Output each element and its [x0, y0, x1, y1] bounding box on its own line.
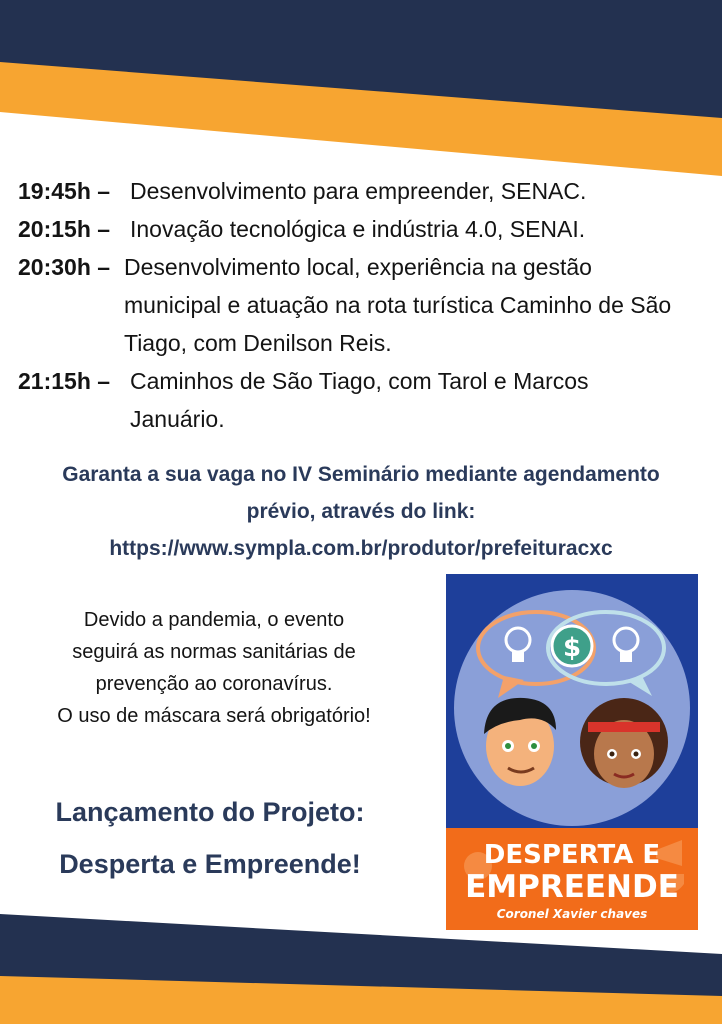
launch-line: Desperta e Empreende! — [59, 849, 361, 879]
registration-cta — [20, 456, 702, 567]
cta-line: prévio, através do link: — [246, 500, 476, 523]
pandemic-notice — [14, 604, 414, 732]
brand-title-line1: DESPERTA E — [483, 840, 661, 870]
schedule-item — [18, 248, 708, 362]
schedule-item — [18, 362, 708, 438]
schedule-description: Inovação tecnológica e indústria 4.0, SENAI. — [130, 216, 586, 242]
schedule-item — [18, 210, 708, 248]
schedule-description: Desenvolvimento para empreender, SENAC. — [130, 178, 587, 204]
launch-line: Lançamento do Projeto: — [55, 797, 365, 827]
schedule-item — [18, 172, 708, 210]
schedule-time: 20:30h – — [18, 254, 111, 280]
schedule-list — [18, 172, 708, 438]
notice-line: O uso de máscara será obrigatório! — [57, 705, 371, 727]
schedule-time: 21:15h – — [18, 368, 111, 394]
boy-avatar-icon — [484, 698, 556, 786]
dollar-icon — [552, 626, 592, 666]
schedule-description: Desenvolvimento local, experiência na gestão municipal e atuação na rota turística Caminho de São Tiago, com Denilson Reis. — [124, 254, 672, 356]
dollar-sign: $ — [562, 633, 582, 663]
brand-title-line2: EMPREENDE — [465, 869, 679, 905]
top-banner — [0, 0, 722, 200]
notice-line: Devido a pandemia, o evento — [83, 609, 345, 631]
brand-subtitle: Coronel Xavier chaves — [496, 907, 648, 921]
registration-link[interactable]: https://www.sympla.com.br/produtor/prefeituracxc — [109, 537, 613, 560]
notice-line: prevenção ao coronavírus. — [95, 673, 333, 695]
schedule-time: 20:15h – — [18, 216, 111, 242]
schedule-time: 19:45h – — [18, 178, 111, 204]
cta-line: Garanta a sua vaga no IV Seminário mediante agendamento — [62, 463, 660, 486]
schedule-description: Caminhos de São Tiago, com Tarol e Marcos Januário. — [130, 368, 589, 432]
launch-heading — [20, 786, 400, 890]
notice-line: seguirá as normas sanitárias de — [72, 641, 356, 663]
